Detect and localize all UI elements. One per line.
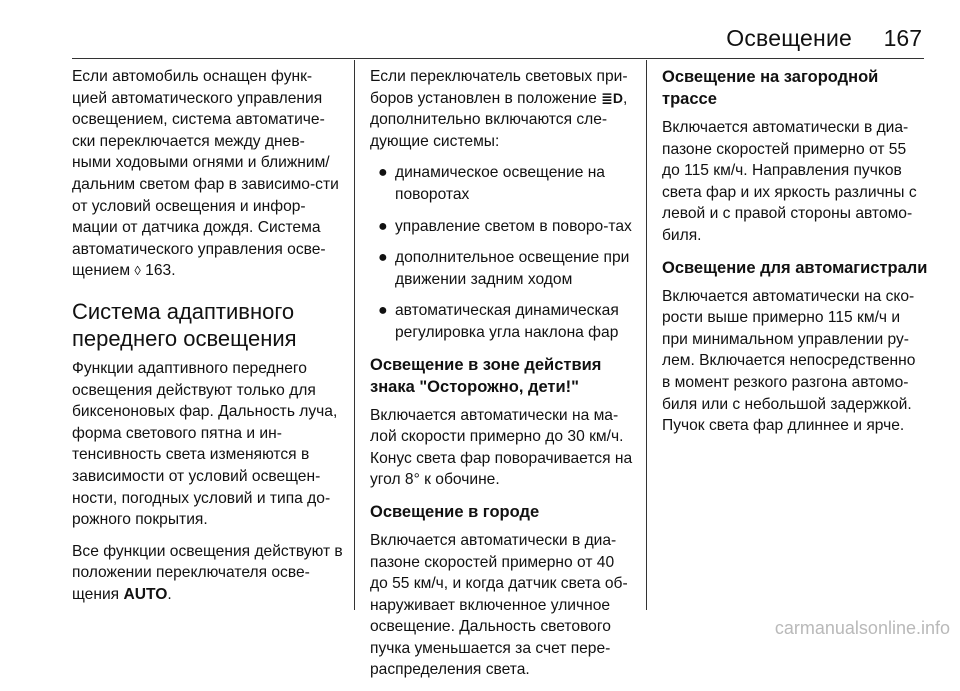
country-road-paragraph: Включается автоматически в диа-пазоне скоростей примерно от 55 до 115 км/ч. Направления пучков света фар и их яркость различны с левой и с правой стороны автомо-биля. <box>662 119 917 244</box>
low-beam-headlight-icon: ≣D <box>601 89 623 106</box>
page-header <box>0 0 960 60</box>
bullet-icon: ● <box>378 249 388 267</box>
school-zone-paragraph: Включается автоматически на ма-лой скорости примерно до 30 км/ч. Конус света фар поворачивается на угол 8° к обочине. <box>370 406 633 489</box>
bullet-icon: ● <box>378 164 388 182</box>
section-heading-adaptive-lighting: Система адаптивного переднего освещения <box>72 298 297 351</box>
heading-city-lighting: Освещение в городе <box>370 502 540 521</box>
highway-paragraph: Включается автоматически на ско-рости выше примерно 115 км/ч и при минимальном управлении ру-лем. Включается непосредственно в момент резкого разгона автомо-биля или с небольшой задержкой. Пучок света фар длиннее и ярче. <box>662 287 916 435</box>
header-divider <box>72 58 924 59</box>
bullet-icon: ● <box>378 302 388 320</box>
switch-position-paragraph: Если переключатель световых при-боров установлен в положение ≣D, дополнительно включаются сле-дующие системы: <box>370 68 628 150</box>
city-lighting-paragraph: Включается автоматически в диа-пазоне скоростей примерно от 40 до 55 км/ч, и когда датчик света об-наруживает включенное уличное освещение. Дальность светового пучка уменьшается за счет пере-распределения света. <box>370 531 628 679</box>
column-3 <box>662 66 928 447</box>
list-item: ● управление светом в поворо-тах <box>370 216 636 238</box>
column-2 <box>370 66 636 691</box>
adaptive-lighting-paragraph: Функции адаптивного переднего освещения действуют только для биксеноновых фар. Дальность луча, форма светового пятна и ин-тенсивность света изменяются в зависимости от условий освещен-ности, погодных условий и типа до-рожного покрытия. <box>72 359 338 529</box>
list-item: ● динамическое освещение на поворотах <box>378 164 605 203</box>
heading-highway: Освещение для автомагистрали <box>662 258 928 277</box>
page-number: 167 <box>883 25 922 51</box>
heading-school-zone: Освещение в зоне действия знака "Осторожно, дети!" <box>370 355 602 396</box>
cross-reference-arrow-icon: ◊ <box>134 263 141 279</box>
systems-list <box>370 162 636 343</box>
heading-country-road: Освещение на загородной трассе <box>662 68 879 108</box>
intro-paragraph: Если автомобиль оснащен функ-цией автоматического управления освещением, система автоматиче-ски переключается между днев-ными ходовыми огнями и ближним/дальним светом фар в зависимо-сти от условий освещения и инфор-мации от датчика дождя. Система автоматического управления осве-щением ◊ 163. <box>72 68 339 280</box>
auto-label: AUTO <box>123 585 168 603</box>
auto-position-paragraph: Все функции освещения действуют в положении переключателя осве-щения AUTO. <box>72 542 343 603</box>
watermark: carmanualsonline.info <box>774 618 950 638</box>
bullet-icon: ● <box>378 217 388 235</box>
cross-reference-link[interactable]: 163. <box>145 262 176 280</box>
section-title: Освещение <box>726 25 852 51</box>
column-divider-1 <box>354 60 355 610</box>
list-item: ● автоматическая динамическая регулировка угла наклона фар <box>378 302 619 341</box>
column-divider-2 <box>646 60 647 610</box>
list-item: ● дополнительное освещение при движении задним ходом <box>378 249 630 288</box>
column-1 <box>72 66 344 615</box>
